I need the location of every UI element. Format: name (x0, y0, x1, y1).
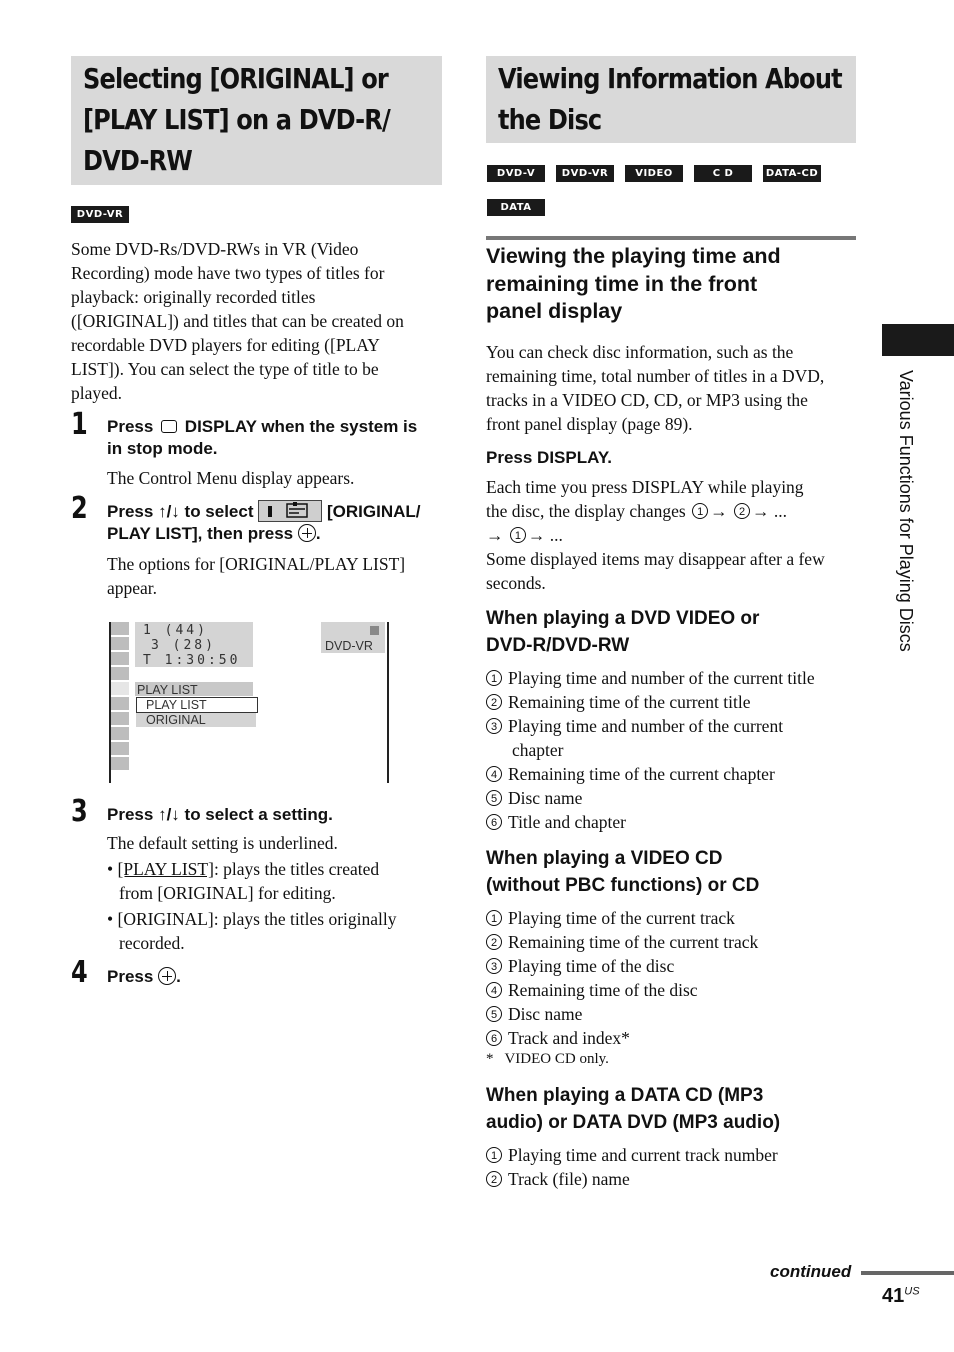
right-title (498, 58, 842, 140)
list-item (486, 930, 866, 954)
display-cycle-text (486, 475, 866, 595)
continued-label: continued (770, 1262, 852, 1281)
item-text: Remaining time of the current chapter (508, 764, 775, 784)
right-title-line: Viewing Information About (498, 62, 842, 95)
dvd-video-list (486, 666, 866, 834)
item-text: Playing time and number of the current (508, 716, 784, 736)
arrow-right-icon: → (527, 525, 546, 545)
step-3-instruction (107, 804, 333, 826)
list-item (486, 954, 866, 978)
data-cd-list (486, 1143, 866, 1191)
original-playlist-menu-icon (258, 500, 322, 522)
list-item (486, 1143, 866, 1167)
intro-line: played. (71, 383, 123, 403)
item-text: Playing time of the disc (508, 956, 675, 976)
cycle-dots: ... (773, 501, 787, 521)
continued-rule (861, 1271, 954, 1275)
osd-disc-type: DVD-VR (325, 639, 373, 653)
cycle-step-1: 1 (510, 527, 526, 543)
chapter-tab (882, 324, 954, 356)
item-text: Track (file) name (508, 1169, 630, 1189)
heading-line: DVD-R/DVD-RW (486, 635, 630, 656)
osd-status-square (370, 626, 379, 635)
footnote: * VIDEO CD only. (486, 1051, 609, 1067)
step-text: PLAY LIST], then press (107, 524, 294, 543)
step-4-instruction (107, 966, 181, 988)
item-number: 5 (486, 790, 502, 806)
item-number: 2 (486, 1171, 502, 1187)
chapter-sidebar-label: Various Functions for Playing Discs (896, 370, 916, 652)
video-cd-badge: VIDEO CD (625, 165, 683, 182)
step-2-instruction (107, 500, 452, 545)
step-1-number: 1 (71, 407, 88, 442)
item-text: Disc name (508, 788, 583, 808)
step-text: [ORIGINAL/ (326, 502, 421, 521)
osd-menu-header: PLAY LIST (137, 683, 198, 697)
step-2-note (107, 552, 405, 600)
cycle-step-2: 2 (734, 503, 750, 519)
left-intro (71, 237, 451, 405)
step-text: to select (184, 502, 254, 521)
menu-icon-cell (111, 697, 129, 711)
step-text: Press (107, 967, 154, 986)
cycle-text: the disc, the display changes (486, 501, 686, 521)
osd-time-line: T 1:30:50 (143, 653, 241, 668)
right-title-line: the Disc (498, 103, 602, 136)
heading-line: (without PBC functions) or CD (486, 875, 760, 896)
heading-line: panel display (486, 299, 623, 323)
step-text: in stop mode. (107, 439, 218, 458)
item-number: 2 (486, 694, 502, 710)
item-text: Remaining time of the current title (508, 692, 751, 712)
dvd-vr-badge: DVD-VR (556, 165, 614, 182)
menu-icon-cell (111, 652, 129, 666)
intro-line: playback: originally recorded titles (71, 287, 316, 307)
item-number: 2 (486, 934, 502, 950)
menu-icon-cell (111, 727, 129, 741)
left-title (83, 58, 390, 181)
item-number: 1 (486, 670, 502, 686)
default-setting-underlined: [PLAY LIST] (117, 859, 214, 879)
bullet-text: [ORIGINAL]: plays the titles originally (117, 909, 397, 929)
menu-icon-cell (111, 637, 129, 651)
item-number: 6 (486, 814, 502, 830)
step-text: DISPLAY when the system is (184, 417, 418, 436)
bullet-text: recorded. (119, 933, 185, 953)
osd-option-original[interactable]: ORIGINAL (146, 713, 206, 727)
item-text: Remaining time of the current track (508, 932, 759, 952)
item-number: 5 (486, 1006, 502, 1022)
display-button-icon (161, 420, 177, 433)
arrow-right-icon: → (486, 525, 504, 545)
cd-badge: C D (694, 165, 752, 182)
list-item (486, 810, 866, 834)
section-heading (486, 243, 781, 326)
right-intro (486, 340, 866, 436)
item-number: 1 (486, 1147, 502, 1163)
list-item (486, 1167, 866, 1191)
enter-button-icon (158, 967, 176, 985)
cycle-step-1: 1 (692, 503, 708, 519)
up-down-arrows-icon: ↑/↓ (158, 502, 180, 521)
item-number: 1 (486, 910, 502, 926)
step-text: . (176, 967, 181, 986)
control-menu-display (109, 622, 389, 783)
step-text: . (315, 524, 321, 543)
item-text: chapter (512, 740, 564, 760)
step-2-number: 2 (71, 491, 88, 526)
dvd-vr-badge: DVD-VR (71, 206, 129, 223)
bullet-original: • [ORIGINAL]: plays the titles originally (107, 909, 397, 929)
item-number: 3 (486, 958, 502, 974)
left-title-line: DVD-RW (83, 144, 193, 177)
step-3-bullets (107, 857, 447, 955)
item-text: Playing time of the current track (508, 908, 735, 928)
left-title-line: Selecting [ORIGINAL] or (83, 62, 388, 95)
item-text: Remaining time of the disc (508, 980, 698, 1000)
intro-line: Recording) mode have two types of titles for (71, 263, 385, 283)
intro-line: LIST]). You can select the type of title to be (71, 359, 379, 379)
cycle-line: Each time you press DISPLAY while playing (486, 477, 804, 497)
note-line: The options for [ORIGINAL/PLAY LIST] (107, 554, 406, 574)
section-rule (486, 236, 856, 240)
item-text: Title and chapter (508, 812, 626, 832)
cycle-dots: ... (549, 525, 563, 545)
step-3-note: The default setting is underlined. (107, 833, 338, 853)
step-4-number: 4 (71, 955, 88, 990)
step-3-number: 3 (71, 794, 88, 829)
heading-line: When playing a DVD VIDEO or (486, 608, 760, 629)
cycle-line: seconds. (486, 573, 546, 593)
list-item (486, 666, 866, 690)
press-display-instruction: Press DISPLAY. (486, 448, 612, 467)
list-item (486, 714, 866, 738)
menu-icon-cell (111, 667, 129, 681)
item-text: Playing time and number of the current title (508, 668, 815, 688)
page-number-value: 41 (882, 1285, 905, 1307)
intro-line: remaining time, total number of titles in a DVD, (486, 366, 825, 386)
heading-line: remaining time in the front (486, 271, 758, 296)
intro-line: recordable DVD players for editing ([PLAY (71, 335, 380, 355)
item-number: 4 (486, 766, 502, 782)
heading-line: audio) or DATA DVD (MP3 audio) (486, 1112, 781, 1133)
bullet-playlist: • [PLAY LIST]: plays the titles created (107, 859, 380, 879)
data-cd-badge: DATA-CD (763, 165, 821, 182)
list-item (486, 690, 866, 714)
osd-title-line: 1 (44) (143, 623, 208, 638)
cycle-line (486, 499, 866, 523)
left-title-line: [PLAY LIST] on a DVD-R/ (83, 103, 390, 136)
bullet-text: : plays the titles created (213, 859, 380, 879)
osd-option-playlist[interactable]: PLAY LIST (146, 698, 207, 712)
dvd-video-heading (486, 605, 759, 659)
step-text: Press (107, 502, 154, 521)
list-item (486, 1002, 866, 1026)
video-cd-list (486, 906, 866, 1050)
list-item (486, 978, 866, 1002)
item-text: Track and index* (508, 1028, 630, 1048)
bullet-text: from [ORIGINAL] for editing. (119, 883, 336, 903)
osd-chapter-line: 3 (28) (151, 638, 216, 653)
list-item (486, 1026, 866, 1050)
list-item (486, 906, 866, 930)
step-1-note: The Control Menu display appears. (107, 468, 355, 488)
intro-line: You can check disc information, such as the (486, 342, 794, 362)
step-text: Press (107, 417, 154, 436)
step-text: Press (107, 805, 154, 824)
heading-line: When playing a VIDEO CD (486, 848, 723, 869)
intro-line: ([ORIGINAL]) and titles that can be created on (71, 311, 404, 331)
menu-icon-cell (111, 757, 129, 771)
menu-icon-cell (111, 622, 129, 636)
dvd-v-badge: DVD-V (487, 165, 545, 182)
arrow-right-icon: → (710, 501, 728, 521)
heading-line: When playing a DATA CD (MP3 (486, 1085, 764, 1106)
data-cd-heading (486, 1082, 780, 1136)
list-item (486, 762, 866, 786)
intro-line: front panel display (page 89). (486, 414, 693, 434)
heading-line: Viewing the playing time and (486, 244, 781, 268)
cycle-line (486, 523, 866, 547)
item-number: 3 (486, 718, 502, 734)
intro-line: tracks in a VIDEO CD, CD, or MP3 using the (486, 390, 808, 410)
page-suffix: US (904, 1285, 920, 1298)
item-number: 6 (486, 1030, 502, 1046)
step-text: to select a setting. (184, 805, 333, 824)
page-number (882, 1285, 920, 1308)
item-text: Playing time and current track number (508, 1145, 778, 1165)
list-item (486, 786, 866, 810)
up-down-arrows-icon: ↑/↓ (158, 805, 180, 824)
data-dvd-badge: DATA DVD (487, 199, 545, 216)
menu-icon-cell (111, 682, 129, 696)
menu-icon-cell (111, 712, 129, 726)
intro-line: Some DVD-Rs/DVD-RWs in VR (Video (71, 239, 359, 259)
note-line: appear. (107, 578, 158, 598)
cycle-line: Some displayed items may disappear after a few (486, 549, 825, 569)
arrow-right-icon: → (752, 501, 770, 521)
video-cd-heading (486, 845, 759, 899)
item-text: Disc name (508, 1004, 583, 1024)
menu-icon-cell (111, 742, 129, 756)
enter-button-icon (298, 524, 316, 542)
item-number: 4 (486, 982, 502, 998)
step-1-instruction (107, 416, 447, 460)
